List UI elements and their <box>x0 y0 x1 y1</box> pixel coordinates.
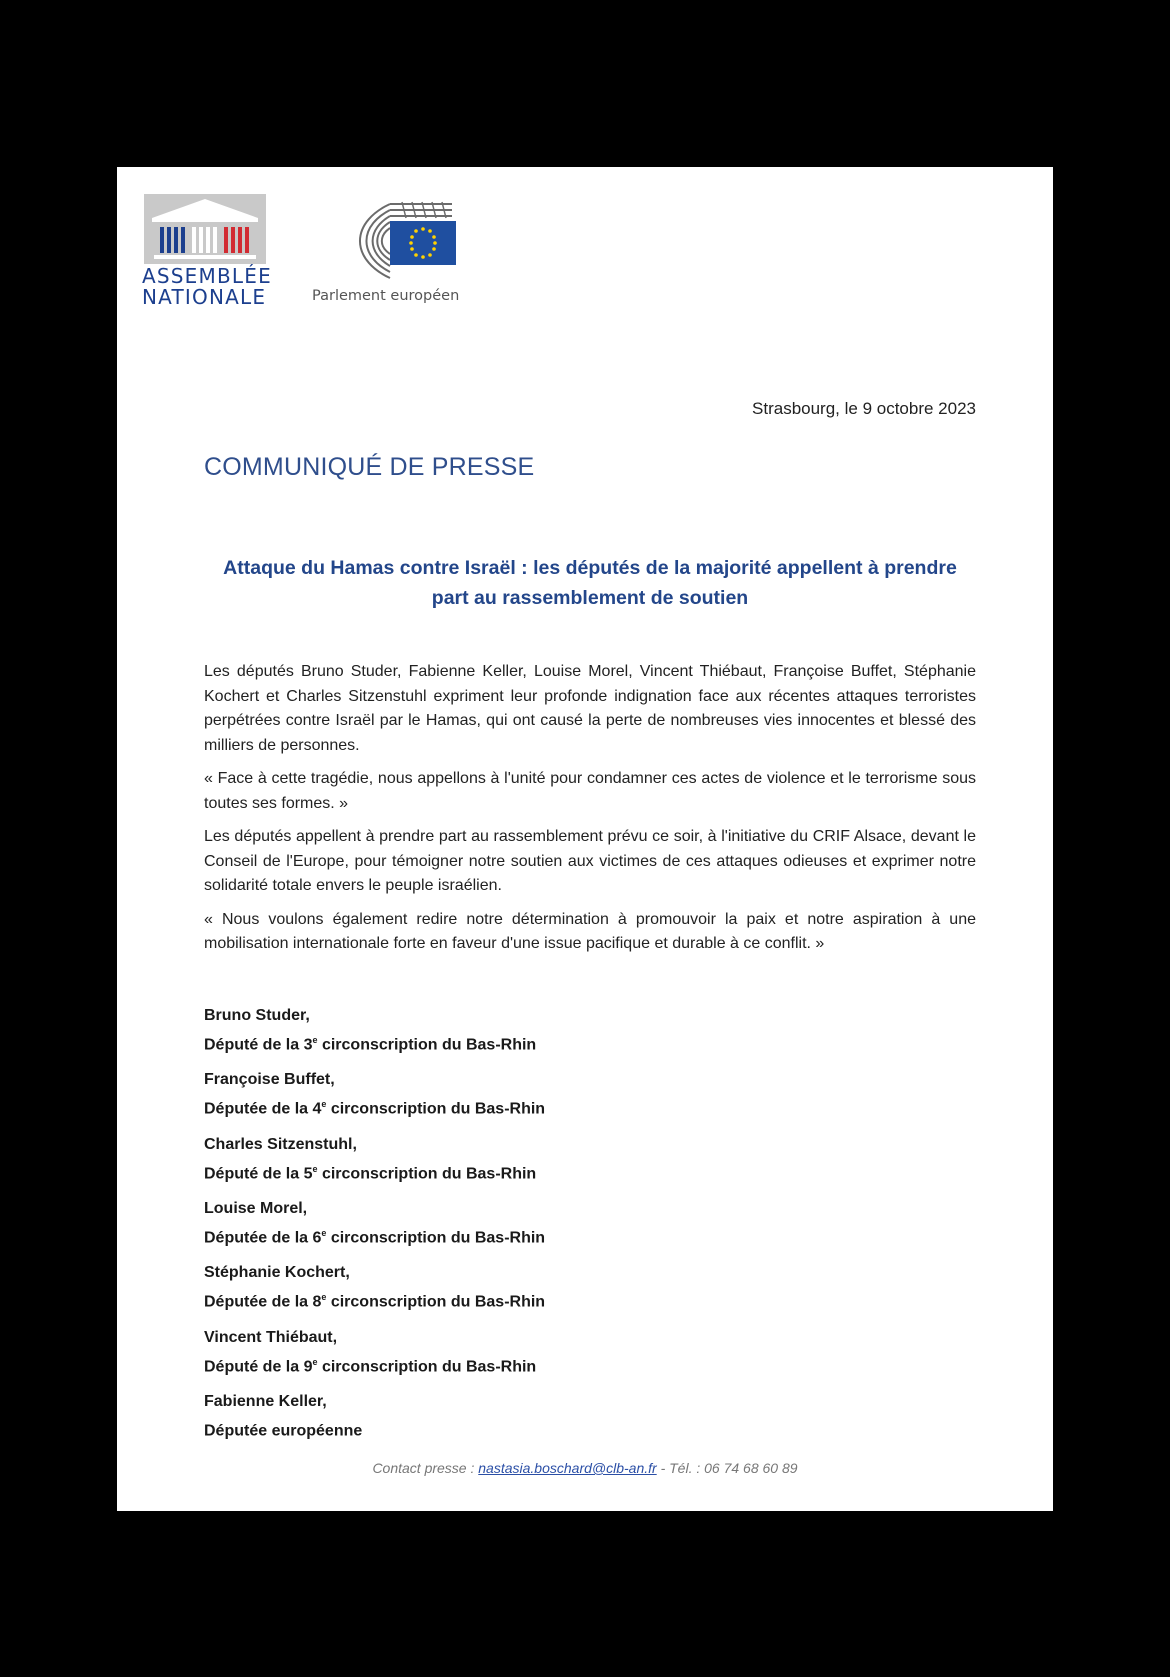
signatory-role: Députée de la 4e circonscription du Bas-Rhin <box>204 1099 546 1118</box>
parlement-logo-caption: Parlement européen <box>312 288 460 304</box>
press-release-page <box>117 167 1053 1511</box>
signatory-name: Charles Sitzenstuhl, <box>204 1135 357 1153</box>
signatory <box>204 1260 804 1314</box>
signatory-role: Député de la 5e circonscription du Bas-Rhin <box>204 1163 537 1182</box>
signatory-role: Députée de la 6e circonscription du Bas-Rhin <box>204 1227 546 1247</box>
contact-label: Contact presse : <box>372 1460 479 1476</box>
assemblee-logo-text: ASSEMBLÉE NATIONALE <box>142 264 272 309</box>
assemblee-nationale-logo <box>142 194 272 309</box>
paragraph: Les députés Bruno Studer, Fabienne Keller, Louise Morel, Vincent Thiébaut, Françoise Buffet, Stéphanie Kochert et Charles Sitzenstuhl expriment leur profonde indignation face aux récentes attaques terroristes perpétrées contre Israël par le Hamas, qui ont causé la perte de nombreuses vies innocentes et blessé des milliers de personnes. <box>204 663 976 754</box>
signatory-name: Bruno Studer, <box>204 1007 310 1024</box>
signatory-name: Vincent Thiébaut, <box>204 1328 338 1346</box>
signatory-name: Louise Morel, <box>204 1199 308 1217</box>
signatory <box>204 1196 804 1250</box>
signatory-role: Député de la 3e circonscription du Bas-Rhin <box>204 1035 537 1054</box>
paragraph: « Nous voulons également redire notre détermination à promouvoir la paix et notre aspiration à une mobilisation internationale forte en faveur d'une issue pacifique et durable à ce conflit. » <box>204 910 976 952</box>
contact-phone: - Tél. : 06 74 68 60 89 <box>656 1460 798 1476</box>
headline <box>204 553 976 613</box>
signatory-name: Françoise Buffet, <box>204 1071 335 1089</box>
parlement-europeen-logo <box>312 200 462 310</box>
signatory-name: Fabienne Keller, <box>204 1392 327 1410</box>
paragraph: Les députés appellent à prendre part au rassemblement prévu ce soir, à l'initiative du CRIF Alsace, devant le Conseil de l'Europe, pour témoigner notre soutien aux victimes de ces attaques odieuses et exprimer notre solidarité totale envers le peuple israélien. <box>204 828 976 894</box>
headline-line-2: part au rassemblement de soutien <box>431 587 749 609</box>
signatory <box>204 1067 804 1121</box>
document-type-title: COMMUNIQUÉ DE PRESSE <box>204 453 535 481</box>
signatory <box>204 1325 804 1379</box>
signatory-role: Députée européenne <box>204 1422 363 1440</box>
press-contact <box>117 1460 1053 1476</box>
headline-line-1: Attaque du Hamas contre Israël : les députés de la majorité appellent à prendre <box>223 557 957 579</box>
signatories-list <box>204 1003 804 1453</box>
body-text <box>204 660 976 966</box>
signatory-role: Députée de la 8e circonscription du Bas-Rhin <box>204 1292 546 1311</box>
hemicycle-building-icon <box>144 194 266 264</box>
signatory <box>204 1389 804 1443</box>
release-date: Strasbourg, le 9 octobre 2023 <box>752 399 976 418</box>
contact-email-link[interactable]: nastasia.boschard@clb-an.fr <box>478 1460 657 1476</box>
paragraph: « Face à cette tragédie, nous appellons à l'unité pour condamner ces actes de violence et le terrorisme sous toutes ses formes. » <box>204 770 976 812</box>
signatory-name: Stéphanie Kochert, <box>204 1264 350 1282</box>
hemicycle-eu-flag-icon <box>312 200 462 286</box>
signatory <box>204 1003 804 1057</box>
signatory-role: Député de la 9e circonscription du Bas-Rhin <box>204 1356 537 1375</box>
signatory <box>204 1132 804 1186</box>
